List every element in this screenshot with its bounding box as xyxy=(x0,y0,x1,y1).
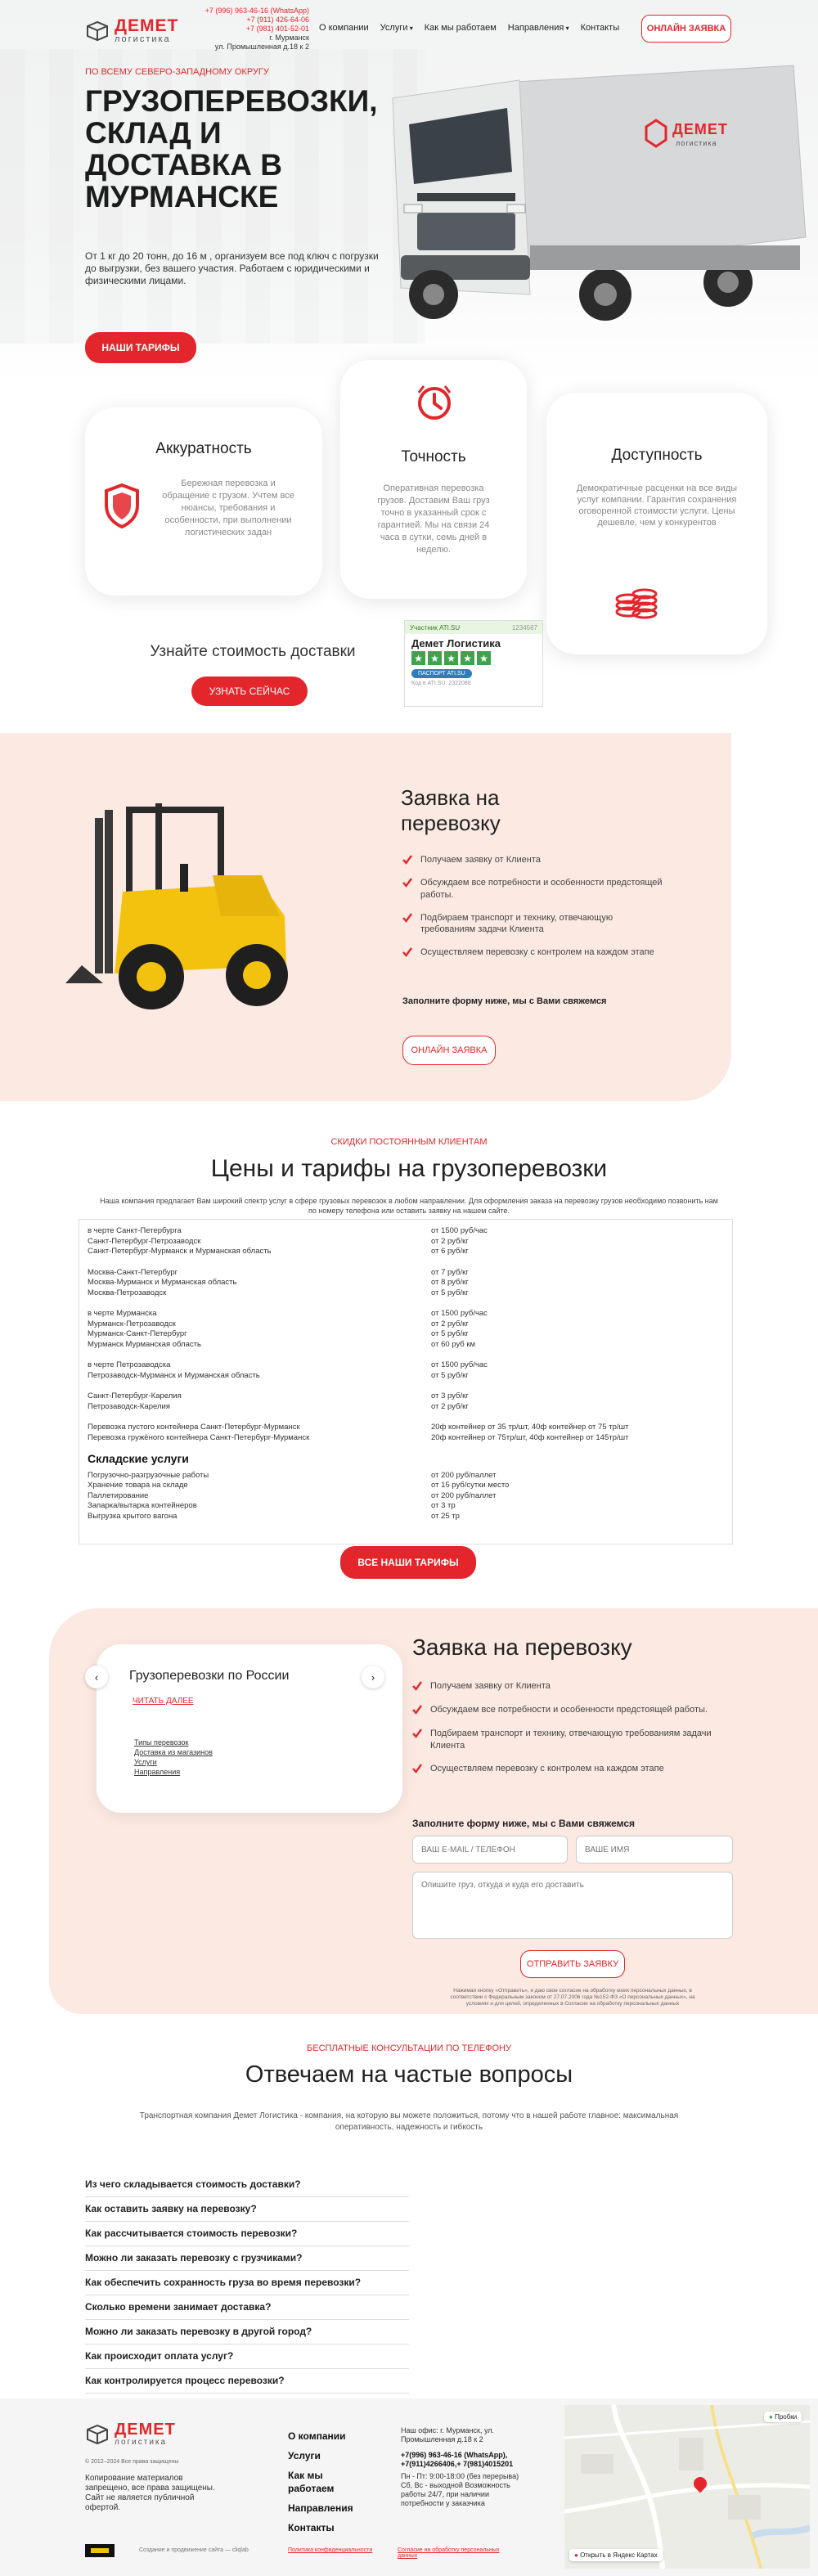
star-icon: ★ xyxy=(428,651,442,665)
footer-nav-services[interactable]: Услуги xyxy=(288,2450,321,2461)
faq-item[interactable]: Как рассчитывается стоимость перевозки? xyxy=(85,2222,409,2246)
feature-title: Аккуратность xyxy=(155,440,252,457)
checklist-item: Получаем заявку от Клиента xyxy=(412,1680,739,1693)
check-icon xyxy=(402,855,412,865)
main-nav xyxy=(319,23,619,33)
price-value: от 7 руб/кг xyxy=(431,1267,469,1277)
warehouse-service: Паллетирование xyxy=(88,1490,149,1500)
footer-nav-contacts[interactable]: Контакты xyxy=(288,2522,335,2533)
map-open-link[interactable] xyxy=(569,2549,663,2561)
request2-checklist xyxy=(412,1680,739,1775)
nav-services[interactable]: Услуги ▾ xyxy=(380,23,413,33)
message-textarea[interactable] xyxy=(412,1872,733,1939)
footer-hours: Пн - Пт: 9:00-18:00 (без перерыва) Сб, Вс - выходной Возможность работы 24/7, при наличии потребности у заказчика xyxy=(401,2472,519,2507)
read-more-link[interactable]: ЧИТАТЬ ДАЛЕЕ xyxy=(133,1697,194,1706)
faq-item[interactable]: Как оставить заявку на перевозку? xyxy=(85,2197,409,2222)
footer-logo[interactable] xyxy=(85,2421,176,2447)
price-row xyxy=(88,1423,724,1433)
all-tariffs-button[interactable]: ВСЕ НАШИ ТАРИФЫ xyxy=(340,1546,476,1579)
hero-title-line-1: ГРУЗОПЕРЕВОЗКИ, xyxy=(85,84,378,118)
logo-sub: логистика xyxy=(115,2438,168,2447)
logo-cube-icon xyxy=(85,20,110,42)
warehouse-service: Выгрузка крытого вагона xyxy=(88,1511,178,1521)
ats-company-name: Демет Логистика xyxy=(411,637,501,650)
price-value: от 2 руб/кг xyxy=(431,1319,469,1328)
map-pin-icon: ● xyxy=(574,2551,581,2559)
warehouse-row xyxy=(88,1471,724,1481)
price-row xyxy=(88,1226,724,1237)
request1-note: Заполните форму ниже, мы с Вами свяжемся xyxy=(402,996,607,1006)
price-value: от 2 руб/кг xyxy=(431,1401,469,1411)
slider-prev-button[interactable] xyxy=(85,1666,108,1688)
footer-privacy-link[interactable]: Политика конфиденциальности xyxy=(288,2547,373,2553)
warehouse-price: от 25 тр xyxy=(431,1511,460,1521)
hero-title-line-3: ДОСТАВКА В xyxy=(85,148,282,182)
feature-card-accuracy xyxy=(85,407,322,596)
price-group xyxy=(88,1423,724,1443)
hero-description: От 1 кг до 20 тонн, до 16 м , организуем все под ключ с погрузки до выгрузки, без вашего участия. Работаем с юридическими и физическими лицами. xyxy=(85,250,379,286)
footer-office: Наш офис: г. Мурманск, ул. Промышленная д.18 к 2 xyxy=(401,2426,495,2443)
price-row xyxy=(88,1268,724,1279)
request2-form-title: Заполните форму ниже, мы с Вами свяжемся xyxy=(412,1818,636,1829)
hero-tariffs-button[interactable]: НАШИ ТАРИФЫ xyxy=(85,332,196,363)
header-online-request-button[interactable]: ОНЛАЙН ЗАЯВКА xyxy=(641,15,731,43)
hero-kicker: ПО ВСЕМУ СЕВЕРО-ЗАПАДНОМУ ОКРУГУ xyxy=(85,67,269,77)
warehouse-service: Запарка/вытарка контейнеров xyxy=(88,1501,197,1510)
prices-title: Цены и тарифы на грузоперевозки xyxy=(210,1155,608,1182)
price-value: от 6 руб/кг xyxy=(431,1247,469,1256)
nav-contacts[interactable]: Контакты xyxy=(580,23,620,33)
price-route: Петрозаводск-Мурманск и Мурманская область xyxy=(88,1370,260,1380)
clock-icon xyxy=(414,383,455,426)
price-row xyxy=(88,1371,724,1382)
submit-request-button[interactable]: ОТПРАВИТЬ ЗАЯВКУ xyxy=(520,1950,625,1978)
cliqlab-logo-icon xyxy=(91,2548,109,2553)
price-route: Мурманск Мурманская область xyxy=(88,1339,201,1349)
request1-online-button[interactable]: ОНЛАЙН ЗАЯВКА xyxy=(402,1036,496,1065)
footer-note: Копирование материалов запрещено, все права защищены. Сайт не является публичной офертой. xyxy=(85,2474,215,2512)
warehouse-row xyxy=(88,1491,724,1502)
faq-item[interactable]: Можно ли заказать перевозку с грузчиками? xyxy=(85,2246,409,2271)
map-traffic-label: Пробки xyxy=(775,2413,798,2421)
warehouse-price: от 15 руб/сутки место xyxy=(431,1481,510,1490)
price-value: от 1500 руб/час xyxy=(431,1226,488,1235)
chevron-down-icon: ▾ xyxy=(564,25,569,32)
name-input[interactable] xyxy=(576,1836,733,1863)
slider-link[interactable]: Услуги xyxy=(134,1758,157,1766)
request1-title-line-2: перевозку xyxy=(401,811,501,835)
price-row xyxy=(88,1360,724,1371)
learn-cost-button[interactable]: УЗНАТЬ СЕЙЧАС xyxy=(191,677,308,706)
faq-item[interactable]: Из чего складывается стоимость доставки? xyxy=(85,2173,409,2197)
price-row xyxy=(88,1288,724,1299)
warehouse-price: от 200 руб/паллет xyxy=(431,1470,497,1480)
forklift-image xyxy=(65,793,311,1023)
checklist-item: Получаем заявку от Клиента xyxy=(402,854,664,866)
warehouse-price: от 3 тр xyxy=(431,1501,456,1510)
price-route: Москва-Петрозаводск xyxy=(88,1288,167,1297)
price-route: в черте Мурманска xyxy=(88,1309,157,1318)
price-row xyxy=(88,1340,724,1351)
price-row xyxy=(88,1278,724,1288)
star-icon: ★ xyxy=(411,651,425,665)
checklist-item: Подбираем транспорт и технику, отвечающую требованиям задачи Клиента xyxy=(402,912,664,937)
ats-passport: ПАСПОРТ ATI.SU xyxy=(411,669,472,678)
logo-sub: логистика xyxy=(115,34,171,44)
price-value: 20ф контейнер от 75тр/шт, 40ф контейнер от 145тр/шт xyxy=(431,1432,629,1442)
footer-nav-how[interactable]: Как мы работаем xyxy=(288,2470,335,2494)
header-address-1: г. Мурманск xyxy=(269,34,309,42)
faq-item[interactable]: Как происходит оплата услуг? xyxy=(85,2344,409,2369)
nav-about[interactable]: О компании xyxy=(319,23,369,33)
map-open-label: Открыть в Яндекс Картах xyxy=(580,2551,658,2559)
check-icon xyxy=(412,1764,422,1774)
slider-link[interactable]: Направления xyxy=(134,1768,181,1776)
ats-badge-bottom: Код в ATI.SU: 2322088 xyxy=(411,681,471,686)
faq-title: Отвечаем на частые вопросы xyxy=(245,2061,573,2088)
footer-phones[interactable]: +7(996) 963-46-16 (WhatsApp), +7(911)4266406,+ 7(981)4015201 xyxy=(401,2451,514,2468)
price-row xyxy=(88,1309,724,1319)
slider-next-button[interactable] xyxy=(362,1666,384,1688)
feature-text: Демократичные расценки на все виды услуг компании. Гарантия сохранения оговоренной стоимости услуги. Цены дешевле, чем у конкурентов xyxy=(576,483,738,528)
slider-links xyxy=(134,1738,213,1777)
hero-title xyxy=(85,85,412,213)
footer-dev-text[interactable]: Создание и продвижение сайта — cliqlab xyxy=(139,2547,249,2553)
price-group xyxy=(88,1309,724,1350)
faq-item[interactable]: Сколько времени занимает доставка? xyxy=(85,2295,409,2320)
faq-kicker: БЕСПЛАТНЫЕ КОНСУЛЬТАЦИИ ПО ТЕЛЕФОНУ xyxy=(307,2043,511,2053)
faq-item[interactable]: Как контролируется процесс перевозки? xyxy=(85,2369,409,2394)
shield-icon xyxy=(103,483,141,531)
header-address-2: ул. Промышленная д.18 к 2 xyxy=(214,43,309,51)
hero-truck-image xyxy=(384,49,810,344)
check-icon xyxy=(412,1681,422,1691)
request1-title-line-1: Заявка на xyxy=(401,785,500,810)
checklist-item: Обсуждаем все потребности и особенности предстоящей работы. xyxy=(412,1704,739,1716)
traffic-light-icon: ● xyxy=(769,2413,775,2421)
warehouse-service: Хранение товара на складе xyxy=(88,1481,188,1490)
legal-consent-text: Нажимая кнопку «Отправить», я даю свое согласие на обработку моих персональных данных, в соответствии с Федеральным законом от 27.07.2006 года №152-ФЗ «О персональных данных», на условиях и для целей, определенных в Согласии на обработку персональных данных xyxy=(450,1988,695,2007)
feature-card-precision xyxy=(340,360,527,599)
checklist-item: Обсуждаем все потребности и особенности предстоящей работы. xyxy=(402,877,664,901)
faq-item[interactable]: Как обеспечить сохранность груза во время перевозки? xyxy=(85,2271,409,2295)
phone-3[interactable]: +7 (981) 401-52-01 xyxy=(245,25,309,33)
price-value: от 2 руб/кг xyxy=(431,1236,469,1246)
cost-title: Узнайте стоимость доставки xyxy=(150,643,356,660)
price-route: Санкт-Петербург-Петрозаводск xyxy=(88,1236,201,1246)
footer-contacts xyxy=(401,2426,524,2508)
feature-card-affordability xyxy=(546,393,767,654)
nav-directions[interactable]: Направления ▾ xyxy=(507,23,569,33)
price-row xyxy=(88,1247,724,1257)
price-route: Москва-Санкт-Петербург xyxy=(88,1267,178,1277)
faq-item[interactable]: Можно ли заказать перевозку в другой город? xyxy=(85,2320,409,2344)
request1-checklist xyxy=(402,854,664,959)
price-route: Санкт-Петербург-Мурманск и Мурманская область xyxy=(88,1247,272,1256)
price-route: Москва-Мурманск и Мурманская область xyxy=(88,1278,237,1287)
price-group xyxy=(88,1391,724,1412)
price-route: Мурманск-Санкт-Петербург xyxy=(88,1329,187,1338)
star-icon: ★ xyxy=(444,651,458,665)
price-row xyxy=(88,1433,724,1444)
nav-how-we-work[interactable]: Как мы работаем xyxy=(424,23,497,33)
checklist-item: Осуществляем перевозку с контролем на каждом этапе xyxy=(412,1763,739,1775)
truck-brand-sub: логистика xyxy=(676,139,717,147)
slider-title: Грузоперевозки по России xyxy=(129,1669,290,1683)
coins-icon xyxy=(614,576,659,627)
footer-dev-badge[interactable] xyxy=(85,2544,115,2557)
contact-input[interactable] xyxy=(412,1836,568,1863)
star-icon: ★ xyxy=(461,651,474,665)
price-row xyxy=(88,1329,724,1340)
price-groups xyxy=(88,1226,724,1443)
check-icon xyxy=(402,947,412,957)
price-value: от 1500 руб/час xyxy=(431,1360,488,1369)
price-value: от 8 руб/кг xyxy=(431,1278,469,1287)
slider-link[interactable]: Доставка из магазинов xyxy=(134,1748,213,1756)
price-value: от 5 руб/кг xyxy=(431,1288,469,1297)
feature-title: Точность xyxy=(401,448,466,465)
truck-brand-text: ДЕМЕТ xyxy=(672,121,728,137)
footer-nav xyxy=(288,2430,362,2534)
check-icon xyxy=(402,878,412,888)
phone-2[interactable]: +7 (911) 426-64-06 xyxy=(246,16,309,24)
hero-title-line-4: МУРМАНСКЕ xyxy=(85,180,279,214)
ats-rating-stars xyxy=(405,651,542,665)
price-row xyxy=(88,1391,724,1402)
feature-text: Бережная перевозка и обращение с грузом. Учтем все нюансы, требования и особенности, при выполнении логистических задан xyxy=(162,479,294,537)
feature-title: Доступность xyxy=(611,447,703,464)
chevron-right-icon: › xyxy=(371,1670,375,1684)
warehouse-title: Складские услуги xyxy=(88,1452,189,1465)
warehouse-price: от 200 руб/паллет xyxy=(431,1490,497,1500)
logo-cube-icon xyxy=(85,2424,110,2445)
price-route: в черте Санкт-Петербурга xyxy=(88,1226,182,1235)
warehouse-service: Погрузочно-разгрузочные работы xyxy=(88,1470,209,1480)
checklist-item: Осуществляем перевозку с контролем на каждом этапе xyxy=(402,946,664,959)
warehouse-rows xyxy=(88,1471,724,1522)
price-route: Санкт-Петербург-Карелия xyxy=(88,1391,182,1400)
hero-title-line-2: СКЛАД И xyxy=(85,116,222,150)
ats-badge-id: 1234567 xyxy=(511,623,537,632)
logo-main: ДЕМЕТ xyxy=(115,16,179,35)
faq-intro: Транспортная компания Демет Логистика - компания, на которую вы можете положиться, потому что в нашей работе главное: максимальная оперативность, надежность и гибкость xyxy=(139,2111,679,2132)
logo-main: ДЕМЕТ xyxy=(115,2421,176,2439)
feature-text: Оперативная перевозка грузов. Доставим Ваш груз точно в указанный срок с гарантией. Мы на связи 24 часа в сутки, семь дней в неделю. xyxy=(377,483,490,555)
ats-badge-top: Участник ATI.SU xyxy=(410,623,461,632)
price-value: от 60 руб км xyxy=(431,1339,476,1349)
price-group xyxy=(88,1360,724,1381)
checklist-item: Подбираем транспорт и технику, отвечающую требованиям задачи Клиента xyxy=(412,1728,739,1752)
chevron-left-icon: ‹ xyxy=(94,1670,99,1684)
price-route: в черте Петрозаводска xyxy=(88,1360,171,1369)
price-value: от 5 руб/кг xyxy=(431,1329,469,1338)
chevron-down-icon: ▾ xyxy=(407,25,413,32)
price-group xyxy=(88,1268,724,1299)
request2-title: Заявка на перевозку xyxy=(412,1634,632,1660)
yandex-map[interactable] xyxy=(564,2405,810,2569)
warehouse-row xyxy=(88,1512,724,1522)
price-group xyxy=(88,1226,724,1257)
footer-nav-about[interactable]: О компании xyxy=(288,2430,346,2442)
footer-nav-directions[interactable]: Направления xyxy=(288,2502,353,2514)
price-route: Перевозка гружёного контейнера Санкт-Петербург-Мурманск xyxy=(88,1432,310,1442)
price-row xyxy=(88,1319,724,1330)
star-icon: ★ xyxy=(477,651,491,665)
price-value: от 5 руб/кг xyxy=(431,1370,469,1380)
price-value: от 1500 руб/час xyxy=(431,1309,488,1318)
warehouse-row xyxy=(88,1501,724,1512)
map-traffic-button[interactable] xyxy=(764,2412,802,2422)
footer-consent-link[interactable]: Согласие на обработку персональных данных xyxy=(398,2547,500,2559)
warehouse-row xyxy=(88,1481,724,1491)
price-row xyxy=(88,1237,724,1248)
price-route: Перевозка пустого контейнера Санкт-Петербург-Мурманск xyxy=(88,1423,300,1432)
ats-badge[interactable] xyxy=(404,620,543,707)
price-row xyxy=(88,1402,724,1413)
prices-intro: Наша компания предлагает Вам широкий спектр услуг в сфере грузовых перевозок в любом направлении. Для оформления заказа на перевозку грузов необходимо позвонить нам по номеру телефона или оставить заявку на нашем сайте. xyxy=(100,1197,718,1215)
logo[interactable] xyxy=(85,15,191,47)
info-slider xyxy=(94,1644,402,1813)
check-icon xyxy=(412,1705,422,1715)
check-icon xyxy=(412,1729,422,1738)
footer-copyright: © 2012–2024 Все права защищены xyxy=(85,2459,179,2465)
price-value: 20ф контейнер от 35 тр/шт, 40ф контейнер от 75 тр/шт xyxy=(431,1423,629,1432)
prices-table xyxy=(79,1219,733,1544)
price-route: Мурманск-Петрозаводск xyxy=(88,1319,176,1328)
request1-title xyxy=(401,785,501,836)
check-icon xyxy=(402,913,412,923)
slider-link[interactable]: Типы перевозок xyxy=(134,1738,189,1747)
header-phones xyxy=(195,7,309,52)
price-value: от 3 руб/кг xyxy=(431,1391,469,1400)
price-route: Петрозаводск-Карелия xyxy=(88,1401,170,1411)
phone-1[interactable]: +7 (996) 963-46-16 (WhatsApp) xyxy=(204,7,309,15)
faq-list xyxy=(85,2173,409,2394)
prices-kicker: СКИДКИ ПОСТОЯННЫМ КЛИЕНТАМ xyxy=(330,1137,488,1147)
